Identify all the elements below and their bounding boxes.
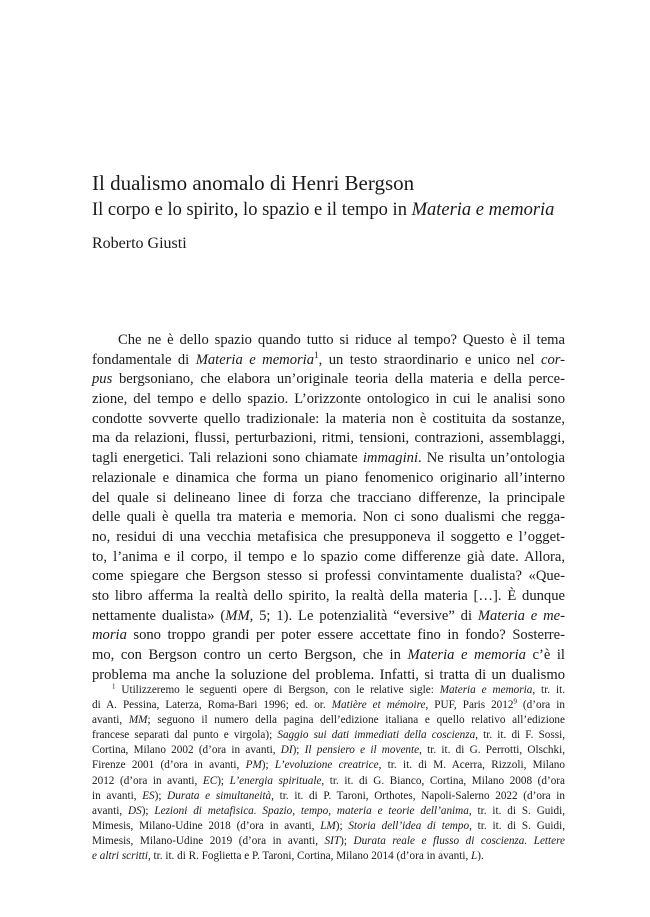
text-run: , tr. it. di G. Perrotti, Olschki, xyxy=(419,744,565,757)
body-line xyxy=(92,429,565,449)
italic-text: L’evoluzione creatrice xyxy=(274,759,379,772)
text-run: bergsoniano, che elabora un’originale teoria della materia e della perce- xyxy=(112,371,565,388)
chapter-title: Il dualismo anomalo di Henri Bergson xyxy=(92,171,415,195)
text-run: Mimesis, Milano-Udine 2018 (d’ora in avanti, xyxy=(92,819,321,832)
italic-text: Materia e memoria xyxy=(195,351,315,368)
footnote xyxy=(92,683,565,864)
italic-text: pus xyxy=(92,371,113,388)
footnote-line xyxy=(92,698,565,713)
text-run: Cortina, Milano 2002 (d’ora in avanti, xyxy=(92,744,281,757)
text-run: . Ne risulta un’ontologia xyxy=(418,450,565,467)
italic-text: L xyxy=(471,850,478,863)
italic-text: PM xyxy=(245,759,262,772)
italic-text: LM xyxy=(320,819,336,832)
text-run: , tr. it. di S. Guidi, xyxy=(468,804,565,817)
text-run: condotte sovverte quello tradizionale: la materia non è costituita da sostanze, xyxy=(92,410,565,427)
italic-text: DS xyxy=(128,804,142,817)
text-run: mo, con Bergson contro un certo Bergson, che in xyxy=(92,647,408,663)
italic-text: L’energia spirituale xyxy=(229,774,322,787)
text-run: , tr. it. di P. Taroni, Orthotes, Napoli-Salerno 2022 (d’ora in xyxy=(271,789,566,802)
text-run: , PUF, Paris 2012 xyxy=(425,699,514,712)
text-run: ); xyxy=(340,834,354,847)
text-run: problema ma anche la soluzione del problema. Infatti, si tratta di un dualismo xyxy=(92,666,565,683)
italic-text: cor- xyxy=(540,351,565,368)
text-run: tagli energetici. Tali relazioni sono chiamate xyxy=(92,450,363,467)
footnote-line xyxy=(92,804,565,819)
text-run: zione, del tempo e dello spazio. L’orizzonte ontologico in cui le analisi sono xyxy=(92,391,565,408)
footnote-marker: 9 xyxy=(513,697,517,706)
footnote-line xyxy=(92,849,565,864)
text-run: , tr. it. di M. Acerra, Rizzoli, Milano xyxy=(378,759,565,772)
body-line xyxy=(92,390,565,410)
text-run: delle quali è quella tra materia e memoria. Non ci sono dualismi che regga- xyxy=(92,509,565,526)
text-run: (d’ora in xyxy=(516,699,565,712)
body-line xyxy=(92,370,565,390)
text-run: come spiegare che Bergson stesso si professi convintamente dualista? «Que- xyxy=(92,568,565,585)
body-line xyxy=(92,331,565,351)
italic-text: Durata reale e flusso di coscienza. Lettere xyxy=(353,834,565,847)
text-run: ); xyxy=(154,789,168,802)
body-line xyxy=(92,607,565,627)
body-line xyxy=(92,489,565,509)
body-line xyxy=(92,508,565,528)
italic-text: MM xyxy=(225,607,250,624)
footnote-line xyxy=(92,743,565,758)
text-run: Mimesis, Milano-Udine 2019 (d’ora in avanti, xyxy=(92,834,325,847)
italic-text: MM xyxy=(128,714,148,727)
text-run: sto libro afferma la realtà dello spirito, la realtà della materia […]. È dunque xyxy=(92,587,565,604)
text-run: del quale si delineano linee di forza che tracciano differenze, la principale xyxy=(92,489,565,506)
italic-text: immagini xyxy=(362,450,419,467)
text-run: ); xyxy=(261,759,275,772)
text-run: , tr. it. di S. Guidi, xyxy=(469,819,566,832)
text-run: , tr. it. di G. Bianco, Cortina, Milano 2008 (d’ora xyxy=(321,774,565,787)
italic-text: Materia e memoria xyxy=(407,647,526,663)
body-line xyxy=(92,626,565,646)
italic-text: e altri scritti xyxy=(92,850,148,863)
text-run: di A. Pessina, Laterza, Roma-Bari 1996; ed. or. xyxy=(92,699,332,712)
footnote-line xyxy=(92,774,565,789)
footnote-line xyxy=(92,819,565,834)
body-line xyxy=(92,567,565,587)
italic-text: Durata e simultaneità xyxy=(167,789,272,802)
chapter-subtitle xyxy=(92,198,572,222)
text-run: to, l’anima e il corpo, il tempo e lo spazio come differenze già date. Allora, xyxy=(92,548,565,565)
text-run: Utilizzeremo le seguenti opere di Bergson, con le relative sigle: xyxy=(115,684,440,696)
text-run: c’è il xyxy=(525,647,565,663)
text-run: nettamente dualista» ( xyxy=(92,607,226,624)
footnote-line xyxy=(92,713,565,728)
text-run: sono troppo grandi per poter essere accettate fino in fondo? Sosterre- xyxy=(126,627,565,644)
text-run: ); xyxy=(217,774,230,787)
text-run: ; seguono il numero della pagina dell’edizione italiana e quello relativo all’edizione xyxy=(147,714,565,727)
text-run: Firenze 2001 (d’ora in avanti, xyxy=(92,759,246,772)
italic-text: ES xyxy=(142,789,155,802)
footnote-line xyxy=(92,758,565,773)
footnote-marker: 1 xyxy=(112,682,116,691)
body-line xyxy=(92,548,565,568)
italic-text: moria xyxy=(92,627,127,644)
subtitle-book-title: Materia e memoria xyxy=(411,200,555,220)
text-run: , 5; 1). Le potenzialità “eversive” di xyxy=(249,607,478,624)
text-run: ma da relazioni, flussi, perturbazioni, ritmi, tensioni, contrazioni, assemblaggi, xyxy=(92,430,565,447)
text-run: relazionale e dinamica che forma un piano fenomenico originario all’interno xyxy=(92,469,565,486)
body-line xyxy=(92,469,565,489)
body-paragraph xyxy=(92,331,565,685)
italic-text: SIT xyxy=(324,834,341,847)
text-run: , tr. it. di F. Sossi, xyxy=(475,729,565,742)
text-run: ); xyxy=(292,744,305,757)
text-run: ); xyxy=(335,819,349,832)
italic-text: Storia dell’idea di tempo xyxy=(348,819,470,832)
body-line xyxy=(92,351,565,371)
text-run: ); xyxy=(141,804,155,817)
footnote-marker: 1 xyxy=(314,349,319,360)
text-run: avanti, xyxy=(92,714,129,727)
text-run: , tr. it. xyxy=(532,684,565,696)
footnote-line xyxy=(92,683,565,698)
italic-text: DI xyxy=(280,744,293,757)
footnote-line xyxy=(92,789,565,804)
italic-text: Il pensiero e il movente xyxy=(304,744,420,757)
body-line xyxy=(92,528,565,548)
footnote-line xyxy=(92,834,565,849)
text-run: avanti, xyxy=(92,804,128,817)
text-run: fondamentale di xyxy=(92,351,196,368)
body-line xyxy=(92,449,565,469)
body-line xyxy=(92,646,565,666)
text-run: Che ne è dello spazio quando tutto si riduce al tempo? Questo è il tema xyxy=(118,332,565,348)
text-run: ). xyxy=(477,850,484,863)
text-run: in avanti, xyxy=(92,789,143,802)
text-run: no, residui di una vecchia metafisica che presupponeva il soggetto e l’ogget- xyxy=(92,528,565,545)
italic-text: Lezioni di metafisica. Spazio, tempo, materia e teorie dell’anima xyxy=(154,804,469,817)
subtitle-text: Il corpo e lo spirito, lo spazio e il tempo in xyxy=(92,200,412,220)
author-name: Roberto Giusti xyxy=(92,235,187,252)
italic-text: Materia e memoria xyxy=(439,684,533,696)
footnote-line xyxy=(92,728,565,743)
italic-text: Saggio sui dati immediati della coscienza xyxy=(277,729,476,742)
italic-text: EC xyxy=(202,774,218,787)
italic-text: Materia e me- xyxy=(477,607,565,624)
body-line xyxy=(92,587,565,607)
text-run: francese separati dal punto e virgola); xyxy=(92,729,278,742)
text-run: 2012 (d’ora in avanti, xyxy=(92,774,203,787)
italic-text: Matière et mémoire xyxy=(331,699,426,712)
text-run: , tr. it. di R. Foglietta e P. Taroni, Cortina, Milano 2014 (d’ora in avanti, xyxy=(147,850,472,863)
text-run: , un testo straordinario e unico nel xyxy=(318,351,541,368)
body-line xyxy=(92,410,565,430)
